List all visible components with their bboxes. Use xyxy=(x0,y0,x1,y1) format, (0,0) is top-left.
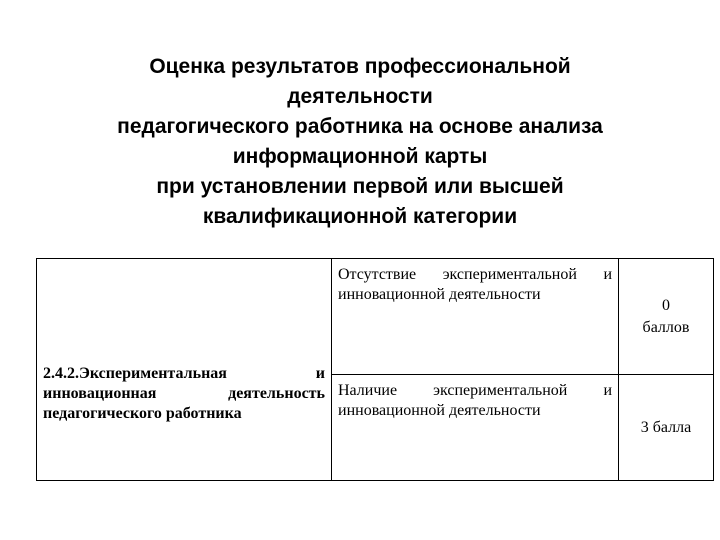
table-row xyxy=(37,259,714,375)
slide-title xyxy=(40,52,680,232)
title-line: информационной карты xyxy=(232,145,488,168)
score-cell xyxy=(619,375,714,481)
description-text: Отсутствие экспериментальной и инновационной деятельности xyxy=(338,266,612,303)
score-number: 0 xyxy=(662,296,670,314)
description-cell xyxy=(332,259,619,375)
criterion-cell xyxy=(37,259,332,481)
description-cell xyxy=(332,375,619,481)
score-unit: баллов xyxy=(642,318,690,336)
score-value: 3 балла xyxy=(640,418,692,436)
title-line: Оценка результатов профессиональной xyxy=(149,55,571,78)
description-text: Наличие экспериментальной и инновационной деятельности xyxy=(338,382,612,419)
title-line: при установлении первой или высшей xyxy=(156,175,564,198)
title-line: педагогического работника на основе анализа xyxy=(117,115,603,138)
score-cell xyxy=(619,259,714,375)
criterion-text: 2.4.2.Экспериментальная и инновационная деятельность педагогического работника xyxy=(43,364,325,422)
evaluation-table xyxy=(36,258,714,481)
title-line: квалификационной категории xyxy=(202,205,518,228)
title-line: деятельности xyxy=(287,85,433,108)
